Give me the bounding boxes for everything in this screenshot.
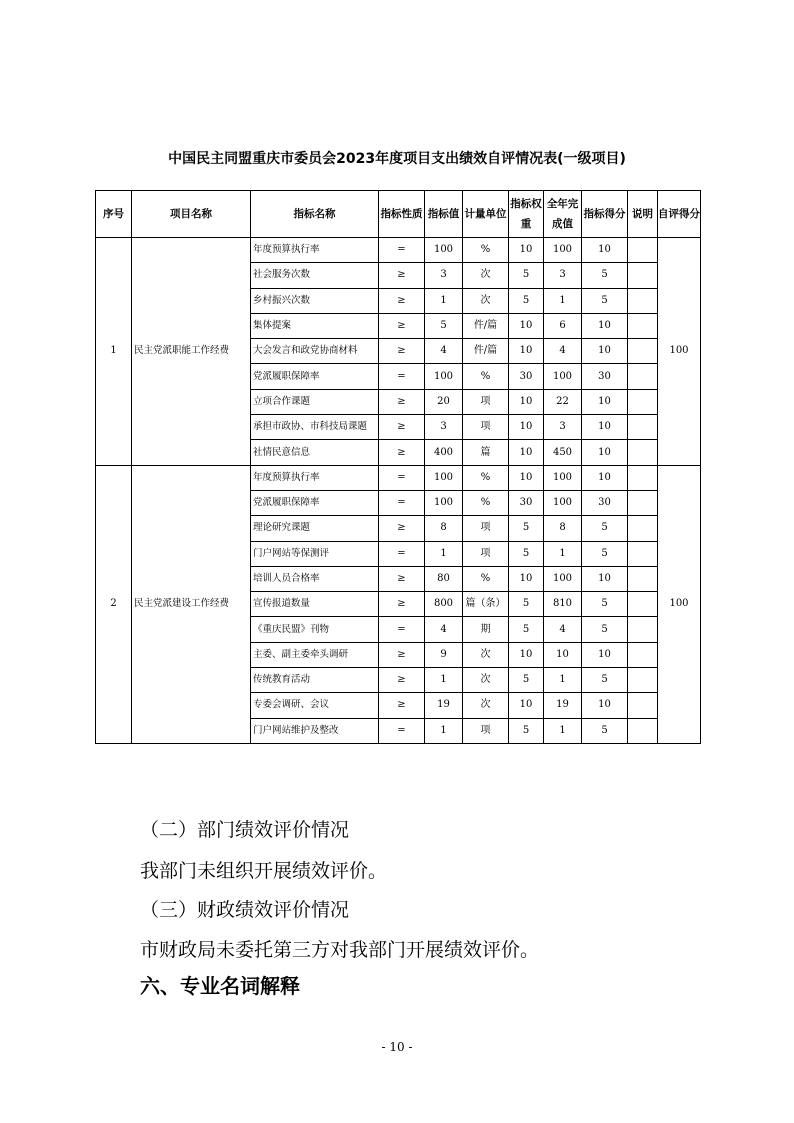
- cell-indicator-score: 5: [582, 668, 628, 693]
- cell-weight: 10: [509, 693, 544, 718]
- cell-weight: 30: [509, 364, 544, 389]
- cell-indicator-name: 乡村振兴次数: [251, 288, 379, 313]
- header-project-name: 项目名称: [132, 191, 251, 238]
- cell-indicator-nature: ≥: [379, 389, 425, 414]
- cell-weight: 5: [509, 592, 544, 617]
- cell-weight: 5: [509, 718, 544, 743]
- cell-actual-value: 4: [544, 339, 582, 364]
- cell-indicator-nature: =: [379, 364, 425, 389]
- cell-unit: 项: [463, 389, 509, 414]
- cell-weight: 5: [509, 541, 544, 566]
- cell-indicator-nature: ≥: [379, 440, 425, 465]
- cell-unit: 项: [463, 415, 509, 440]
- cell-unit: 件/篇: [463, 339, 509, 364]
- cell-indicator-nature: ≥: [379, 566, 425, 591]
- cell-weight: 5: [509, 288, 544, 313]
- cell-indicator-nature: =: [379, 541, 425, 566]
- header-self-score: 自评得分: [658, 191, 701, 238]
- cell-actual-value: 100: [544, 364, 582, 389]
- header-unit: 计量单位: [463, 191, 509, 238]
- cell-indicator-value: 1: [425, 668, 463, 693]
- cell-note: [628, 642, 658, 667]
- cell-weight: 10: [509, 238, 544, 263]
- cell-note: [628, 566, 658, 591]
- cell-indicator-score: 30: [582, 364, 628, 389]
- cell-actual-value: 3: [544, 263, 582, 288]
- cell-actual-value: 1: [544, 541, 582, 566]
- cell-indicator-value: 20: [425, 389, 463, 414]
- header-note: 说明: [628, 191, 658, 238]
- cell-indicator-nature: ≥: [379, 592, 425, 617]
- cell-actual-value: 10: [544, 642, 582, 667]
- cell-index: 2: [96, 465, 132, 743]
- cell-indicator-name: 理论研究课题: [251, 516, 379, 541]
- cell-indicator-value: 4: [425, 339, 463, 364]
- cell-note: [628, 668, 658, 693]
- section-heading: 六、专业名词解释: [140, 974, 300, 998]
- cell-weight: 5: [509, 617, 544, 642]
- header-indicator-value: 指标值: [425, 191, 463, 238]
- cell-unit: 项: [463, 718, 509, 743]
- cell-indicator-name: 年度预算执行率: [251, 465, 379, 490]
- cell-self-score: 100: [658, 238, 701, 466]
- cell-note: [628, 516, 658, 541]
- cell-indicator-score: 10: [582, 238, 628, 263]
- cell-note: [628, 263, 658, 288]
- header-index: 序号: [96, 191, 132, 238]
- cell-indicator-nature: =: [379, 490, 425, 515]
- cell-indicator-score: 5: [582, 617, 628, 642]
- cell-actual-value: 100: [544, 490, 582, 515]
- cell-indicator-name: 年度预算执行率: [251, 238, 379, 263]
- cell-indicator-value: 1: [425, 718, 463, 743]
- cell-indicator-value: 3: [425, 263, 463, 288]
- cell-indicator-score: 5: [582, 718, 628, 743]
- cell-indicator-score: 5: [582, 541, 628, 566]
- cell-unit: 次: [463, 288, 509, 313]
- cell-unit: %: [463, 238, 509, 263]
- cell-indicator-name: 党派履职保障率: [251, 364, 379, 389]
- cell-indicator-name: 社会服务次数: [251, 263, 379, 288]
- cell-self-score: 100: [658, 465, 701, 743]
- cell-weight: 5: [509, 668, 544, 693]
- cell-indicator-nature: ≥: [379, 415, 425, 440]
- cell-indicator-score: 10: [582, 642, 628, 667]
- cell-actual-value: 1: [544, 288, 582, 313]
- cell-unit: 次: [463, 263, 509, 288]
- cell-weight: 10: [509, 566, 544, 591]
- cell-indicator-name: 门户网站维护及整改: [251, 718, 379, 743]
- cell-actual-value: 4: [544, 617, 582, 642]
- cell-indicator-nature: ≥: [379, 668, 425, 693]
- cell-unit: 件/篇: [463, 313, 509, 338]
- cell-indicator-name: 专委会调研、会议: [251, 693, 379, 718]
- cell-actual-value: 100: [544, 566, 582, 591]
- cell-unit: %: [463, 566, 509, 591]
- cell-unit: 次: [463, 642, 509, 667]
- cell-indicator-name: 立项合作课题: [251, 389, 379, 414]
- cell-indicator-nature: =: [379, 465, 425, 490]
- cell-indicator-value: 100: [425, 490, 463, 515]
- cell-note: [628, 288, 658, 313]
- table-body: [96, 238, 701, 744]
- cell-indicator-nature: =: [379, 617, 425, 642]
- cell-note: [628, 339, 658, 364]
- cell-indicator-name: 培训人员合格率: [251, 566, 379, 591]
- cell-indicator-name: 社情民意信息: [251, 440, 379, 465]
- cell-actual-value: 1: [544, 668, 582, 693]
- header-indicator-name: 指标名称: [251, 191, 379, 238]
- cell-weight: 10: [509, 440, 544, 465]
- cell-indicator-value: 8: [425, 516, 463, 541]
- cell-project-name: 民主党派职能工作经费: [132, 238, 251, 466]
- cell-actual-value: 810: [544, 592, 582, 617]
- performance-table: [95, 190, 701, 744]
- header-weight: 指标权重: [509, 191, 544, 238]
- cell-weight: 10: [509, 642, 544, 667]
- cell-indicator-score: 10: [582, 465, 628, 490]
- cell-unit: 次: [463, 693, 509, 718]
- cell-indicator-name: 宣传报道数量: [251, 592, 379, 617]
- table-row: [96, 465, 701, 490]
- cell-weight: 10: [509, 465, 544, 490]
- header-indicator-nature: 指标性质: [379, 191, 425, 238]
- cell-actual-value: 1: [544, 718, 582, 743]
- cell-indicator-value: 5: [425, 313, 463, 338]
- header-actual-value: 全年完成值: [544, 191, 582, 238]
- cell-note: [628, 617, 658, 642]
- cell-indicator-value: 9: [425, 642, 463, 667]
- cell-actual-value: 19: [544, 693, 582, 718]
- cell-note: [628, 592, 658, 617]
- cell-indicator-value: 100: [425, 465, 463, 490]
- cell-indicator-score: 10: [582, 313, 628, 338]
- cell-note: [628, 389, 658, 414]
- cell-weight: 10: [509, 313, 544, 338]
- cell-indicator-score: 5: [582, 263, 628, 288]
- cell-indicator-nature: ≥: [379, 263, 425, 288]
- cell-indicator-name: 集体提案: [251, 313, 379, 338]
- cell-note: [628, 718, 658, 743]
- cell-indicator-value: 80: [425, 566, 463, 591]
- table-row: [96, 238, 701, 263]
- cell-indicator-name: 《重庆民盟》刊物: [251, 617, 379, 642]
- cell-unit: 期: [463, 617, 509, 642]
- cell-unit: 篇（条）: [463, 592, 509, 617]
- cell-indicator-value: 1: [425, 541, 463, 566]
- cell-indicator-nature: ≥: [379, 288, 425, 313]
- cell-indicator-score: 5: [582, 516, 628, 541]
- cell-unit: 项: [463, 541, 509, 566]
- cell-indicator-score: 10: [582, 693, 628, 718]
- cell-unit: %: [463, 364, 509, 389]
- table-title: 中国民主同盟重庆市委员会2023年度项目支出绩效自评情况表(一级项目): [168, 151, 626, 167]
- cell-unit: 篇: [463, 440, 509, 465]
- cell-unit: 项: [463, 516, 509, 541]
- cell-actual-value: 22: [544, 389, 582, 414]
- cell-indicator-score: 30: [582, 490, 628, 515]
- cell-indicator-score: 10: [582, 415, 628, 440]
- cell-index: 1: [96, 238, 132, 466]
- cell-weight: 5: [509, 516, 544, 541]
- cell-actual-value: 8: [544, 516, 582, 541]
- cell-actual-value: 100: [544, 238, 582, 263]
- cell-indicator-score: 5: [582, 592, 628, 617]
- cell-project-name: 民主党派建设工作经费: [132, 465, 251, 743]
- cell-note: [628, 440, 658, 465]
- paragraph: 我部门未组织开展绩效评价。: [140, 860, 388, 882]
- cell-indicator-score: 10: [582, 339, 628, 364]
- cell-note: [628, 541, 658, 566]
- cell-actual-value: 100: [544, 465, 582, 490]
- cell-note: [628, 238, 658, 263]
- cell-weight: 30: [509, 490, 544, 515]
- cell-indicator-name: 主委、副主委牵头调研: [251, 642, 379, 667]
- cell-weight: 5: [509, 263, 544, 288]
- cell-unit: %: [463, 465, 509, 490]
- cell-actual-value: 450: [544, 440, 582, 465]
- cell-weight: 10: [509, 415, 544, 440]
- cell-indicator-score: 5: [582, 288, 628, 313]
- cell-weight: 10: [509, 339, 544, 364]
- paragraph: （三）财政绩效评价情况: [140, 899, 350, 921]
- cell-note: [628, 693, 658, 718]
- cell-indicator-value: 800: [425, 592, 463, 617]
- cell-indicator-name: 党派履职保障率: [251, 490, 379, 515]
- cell-indicator-value: 400: [425, 440, 463, 465]
- cell-note: [628, 465, 658, 490]
- cell-indicator-nature: =: [379, 238, 425, 263]
- cell-indicator-score: 10: [582, 440, 628, 465]
- cell-indicator-value: 1: [425, 288, 463, 313]
- cell-indicator-name: 大会发言和政党协商材料: [251, 339, 379, 364]
- cell-actual-value: 6: [544, 313, 582, 338]
- cell-note: [628, 415, 658, 440]
- cell-indicator-score: 10: [582, 566, 628, 591]
- cell-indicator-name: 门户网站等保测评: [251, 541, 379, 566]
- page-number: - 10 -: [381, 1040, 413, 1054]
- cell-indicator-name: 承担市政协、市科技局课题: [251, 415, 379, 440]
- cell-indicator-nature: =: [379, 718, 425, 743]
- cell-indicator-value: 100: [425, 364, 463, 389]
- cell-weight: 10: [509, 389, 544, 414]
- paragraph: 市财政局未委托第三方对我部门开展绩效评价。: [140, 939, 540, 961]
- paragraph: （二）部门绩效评价情况: [140, 819, 350, 841]
- cell-unit: %: [463, 490, 509, 515]
- cell-indicator-nature: ≥: [379, 516, 425, 541]
- table-header-row: [96, 191, 701, 238]
- cell-note: [628, 313, 658, 338]
- cell-indicator-value: 100: [425, 238, 463, 263]
- cell-indicator-value: 3: [425, 415, 463, 440]
- cell-unit: 次: [463, 668, 509, 693]
- cell-indicator-value: 19: [425, 693, 463, 718]
- cell-indicator-nature: ≥: [379, 339, 425, 364]
- cell-indicator-name: 传统教育活动: [251, 668, 379, 693]
- cell-indicator-value: 4: [425, 617, 463, 642]
- cell-indicator-nature: ≥: [379, 642, 425, 667]
- cell-actual-value: 3: [544, 415, 582, 440]
- cell-indicator-score: 10: [582, 389, 628, 414]
- cell-note: [628, 364, 658, 389]
- header-indicator-score: 指标得分: [582, 191, 628, 238]
- cell-indicator-nature: ≥: [379, 313, 425, 338]
- cell-indicator-nature: ≥: [379, 693, 425, 718]
- cell-note: [628, 490, 658, 515]
